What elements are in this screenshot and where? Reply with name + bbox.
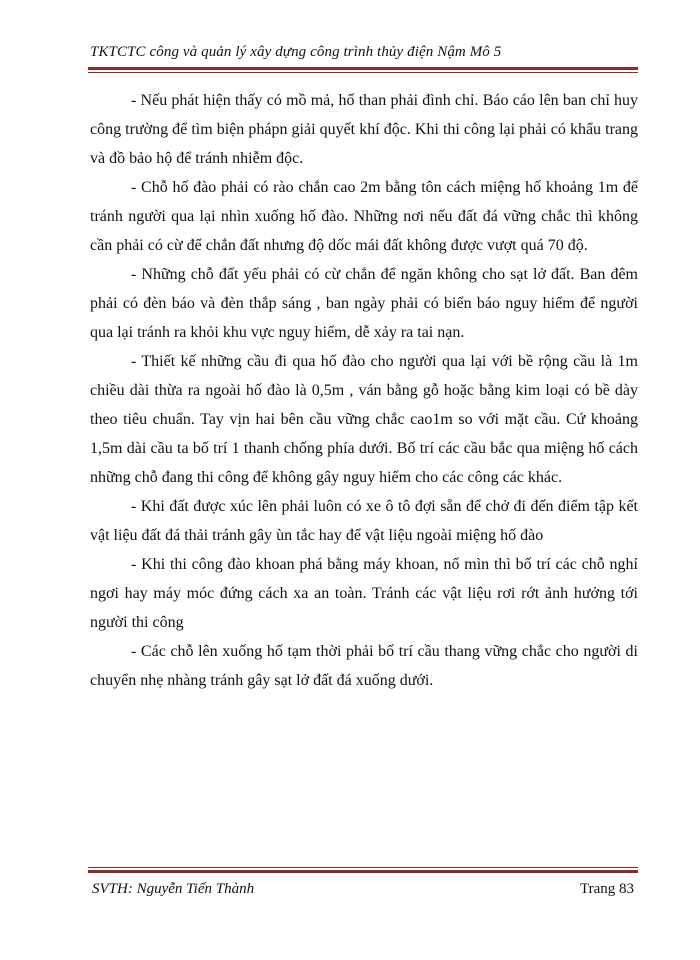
paragraph: - Những chỗ đất yếu phải có cừ chắn để ngăn không cho sạt lở đất. Ban đêm phải có đèn báo và đèn thắp sáng , ban ngày phải có biển báo nguy hiểm để người qua lại tránh ra khỏi khu vực nguy hiểm, dễ xảy ra tai nạn. bbox=[90, 266, 638, 341]
paragraph: - Thiết kế những cầu đi qua hố đào cho người qua lại với bề rộng cầu là 1m chiều dài thừa ra ngoài hố đào là 0,5m , ván bằng gỗ hoặc bằng kim loại có bề dày theo tiêu chuẩn. Tay vịn hai bên cầu vững chắc cao1m so với mặt cầu. Cứ khoảng 1,5m dài cầu ta bố trí 1 thanh chống phía dưới. Bố trí các cầu bắc qua miệng hố cách những chỗ đang thi công để không gây nguy hiểm cho các công các khác. bbox=[90, 353, 638, 486]
page-number: Trang 83 bbox=[579, 881, 634, 897]
paragraph: - Khi đất được xúc lên phải luôn có xe ô tô đợi sẵn để chở đi đến điểm tập kết vật liệu đất đá thải tránh gây ùn tắc hay để vật liệu ngoài miệng hố đào bbox=[90, 498, 638, 544]
footer-divider bbox=[88, 867, 638, 873]
header-divider-thick bbox=[88, 67, 638, 70]
header-divider-thin bbox=[88, 72, 638, 73]
footer-divider-thin bbox=[88, 867, 638, 868]
footer-divider-thick bbox=[88, 870, 638, 873]
paragraph: - Các chỗ lên xuống hố tạm thời phải bố trí cầu thang vững chắc cho người di chuyển nhẹ nhàng tránh gây sạt lở đất đá xuống dưới. bbox=[90, 643, 638, 689]
paragraph: - Chỗ hố đào phải có rào chắn cao 2m bằng tôn cách miệng hố khoảng 1m để tránh người qua lại nhìn xuống hố đào. Những nơi nếu đất đá vững chắc thì không cần phải có cừ để chắn đất nhưng độ dốc mái đất không được vượt quá 70 độ. bbox=[90, 179, 638, 254]
header-divider bbox=[88, 67, 638, 73]
paragraph: - Nếu phát hiện thấy có mồ mả, hố than phải đình chỉ. Báo cáo lên ban chỉ huy công trường để tìm biện phápn giải quyết khí độc. Khi thi công lại phải có khẩu trang và đồ bảo hộ để tránh nhiễm độc. bbox=[90, 92, 638, 167]
body-text bbox=[90, 86, 638, 695]
page-header-title: TKTCTC công và quản lý xây dựng công trình thủy điện Nậm Mô 5 bbox=[90, 44, 502, 60]
footer-author: SVTH: Nguyễn Tiến Thành bbox=[92, 881, 255, 897]
paragraph: - Khi thi công đào khoan phá bằng máy khoan, nổ mìn thì bố trí các chỗ nghỉ ngơi hay máy móc đứng cách xa an toàn. Tránh các vật liệu rơi rớt ảnh hưởng tới người thi công bbox=[90, 556, 638, 631]
